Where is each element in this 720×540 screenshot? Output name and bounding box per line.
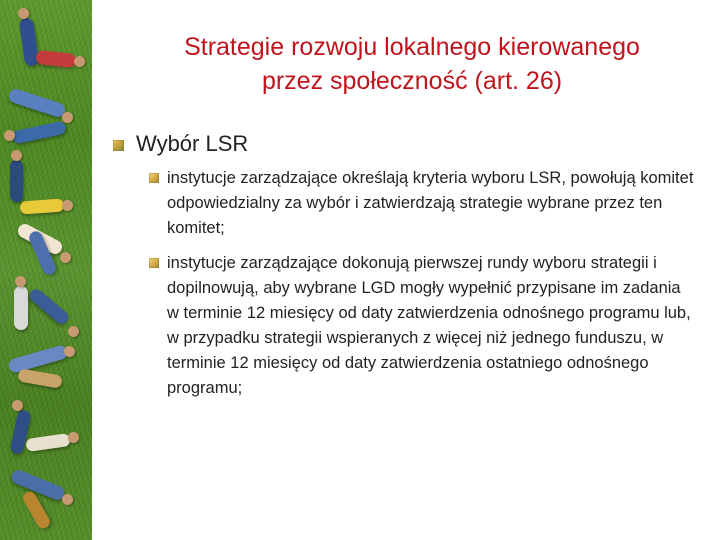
square-bullet-icon xyxy=(113,140,124,151)
square-bullet-icon xyxy=(149,173,159,183)
bullet-main: Wybór LSR xyxy=(136,131,249,156)
sub-bullet-2: instytucje zarządzające dokonują pierwszej rundy wyboru strategii i dopilnowują, aby wybrane LGD mogły wypełnić przypisane im zadania w terminie 12 miesięcy od daty zatwierdzenia odnośnego programu lub, w przypadku strategii wspieranych z więcej niż jednego funduszu, w terminie 12 miesięcy od daty zatwierdzenia ostatniego odnośnego programu; xyxy=(167,254,691,397)
people-on-grass-photo xyxy=(0,0,92,540)
slide-title xyxy=(112,30,712,98)
sub-bullet-1: instytucje zarządzające określają kryteria wyboru LSR, powołują komitet odpowiedzialny za wybór i zatwierdzają strategie wybrane przez ten komitet; xyxy=(167,169,694,237)
title-line-2: przez społeczność (art. 26) xyxy=(261,67,563,95)
title-line-1: Strategie rozwoju lokalnego kierowanego xyxy=(184,33,640,61)
square-bullet-icon xyxy=(149,258,159,268)
